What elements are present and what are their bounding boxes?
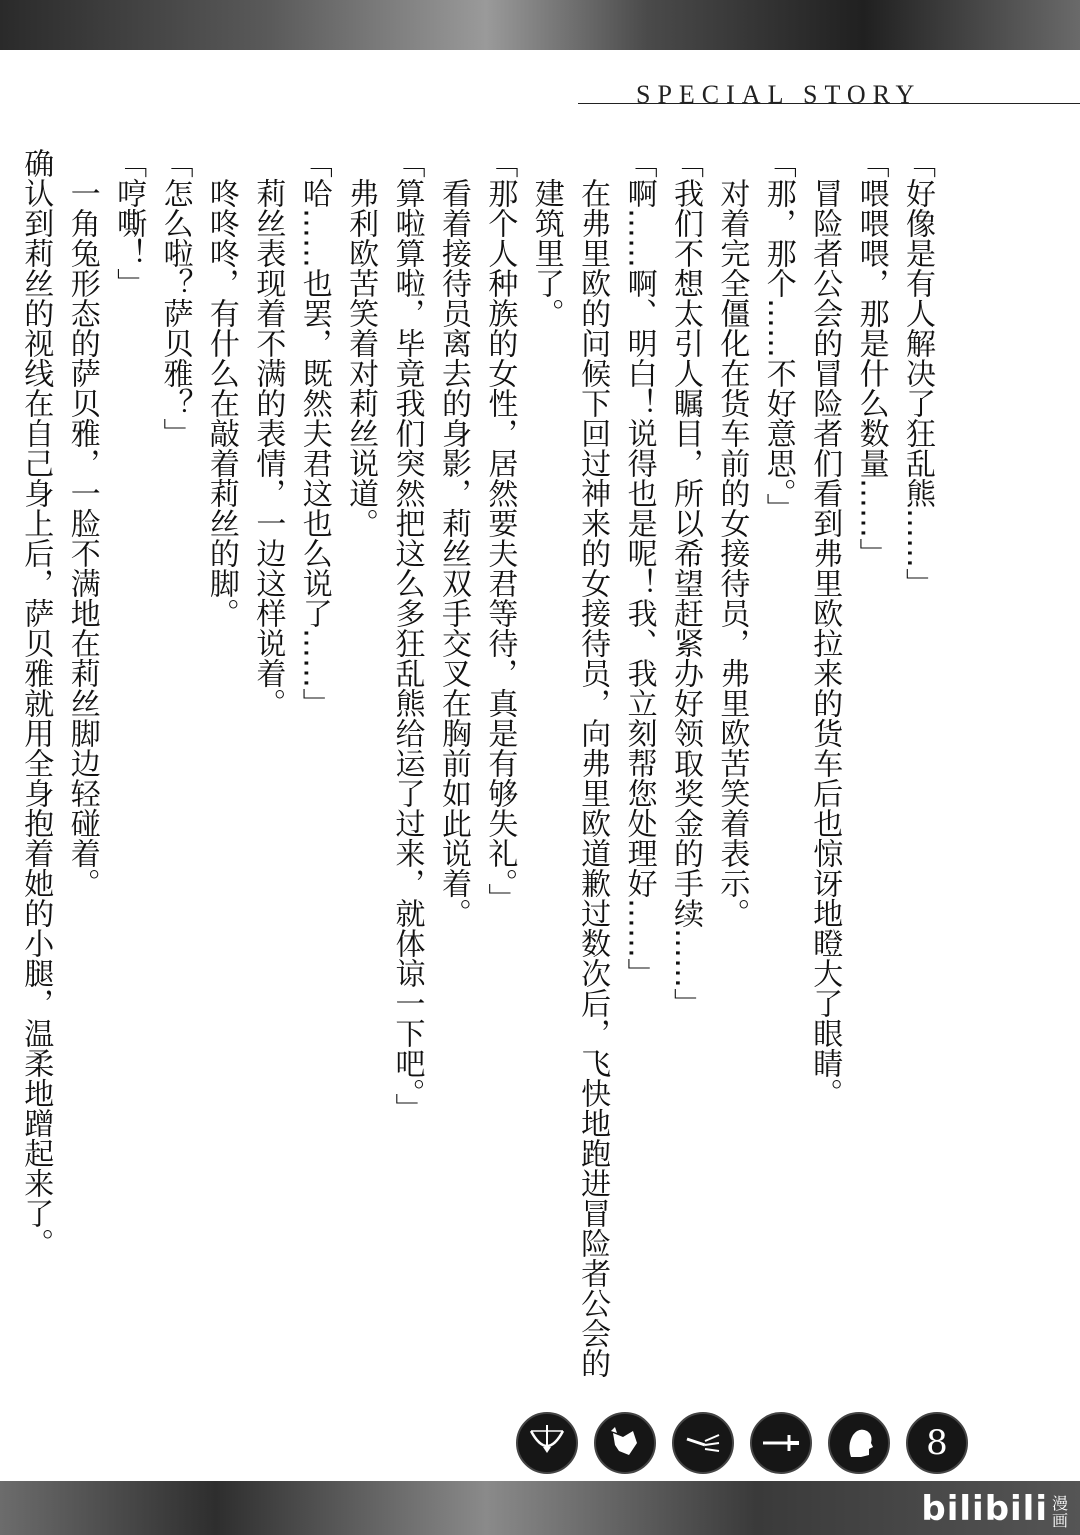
page-number-badge	[906, 1412, 968, 1474]
text-column: 「喂喂喂，那是什么数量……」	[853, 148, 889, 568]
fork-icon	[672, 1412, 734, 1474]
chapter-icon-row	[516, 1412, 968, 1476]
beast-head-icon	[594, 1412, 656, 1474]
text-column: 「怎么啦？萨贝雅？」	[157, 148, 193, 448]
text-column: 对着完全僵化在货车前的女接待员，弗里欧苦笑着表示。	[714, 178, 750, 928]
text-column: 「那个人种族的女性，居然要夫君等待，真是有够失礼。」	[482, 148, 518, 913]
text-column: 莉丝表现着不满的表情，一边这样说着。	[250, 178, 286, 718]
bilibili-manga-logo	[921, 1489, 1070, 1529]
text-column: 「哈……也罢，既然夫君这也么说了……」	[296, 148, 332, 718]
text-column: 「好像是有人解决了狂乱熊……」	[900, 148, 935, 598]
text-column: 确认到莉丝的视线在自己身上后，萨贝雅就用全身抱着她的小腿，温柔地蹭起来了。	[18, 148, 54, 1258]
text-column: 「我们不想太引人瞩目，所以希望赶紧办好领取奖金的手续……」	[667, 148, 703, 1018]
text-column: 「哼嘶！」	[111, 148, 147, 298]
text-column: 「算啦算啦，毕竟我们突然把这么多狂乱熊给运了过来，就体谅一下吧。」	[389, 148, 425, 1123]
text-column: 一角兔形态的萨贝雅，一脸不满地在莉丝脚边轻碰着。	[64, 178, 100, 898]
text-column: 冒险者公会的冒险者们看到弗里欧拉来的货车后也惊讶地瞪大了眼睛。	[807, 178, 843, 1108]
text-column: 在弗里欧的问候下回过神来的女接待员，向弗里欧道歉过数次后，飞快地跑进冒险者公会的建筑里了。	[528, 178, 611, 1378]
page-header-title: SPECIAL STORY	[636, 80, 922, 109]
page-number: 8	[926, 1423, 948, 1463]
text-column: 看着接待员离去的身影，莉丝双手交叉在胸前如此说着。	[435, 178, 471, 928]
head-profile-icon	[828, 1412, 890, 1474]
sword-icon	[750, 1412, 812, 1474]
logo-suffix: 漫 画	[1052, 1494, 1070, 1530]
text-column: 「那，那个……不好意思。」	[760, 148, 796, 523]
text-column: 「啊……啊、明白！说得也是呢！我、我立刻帮您处理好……」	[621, 148, 657, 988]
bow-icon	[516, 1412, 578, 1474]
text-column: 咚咚咚，有什么在敲着莉丝的脚。	[203, 178, 239, 628]
bottom-dark-band	[0, 1481, 1080, 1535]
text-column: 弗利欧苦笑着对莉丝说道。	[343, 178, 379, 538]
top-dark-band	[0, 0, 1080, 50]
logo-text: bilibili	[921, 1489, 1048, 1529]
vertical-text-body	[18, 148, 940, 1388]
